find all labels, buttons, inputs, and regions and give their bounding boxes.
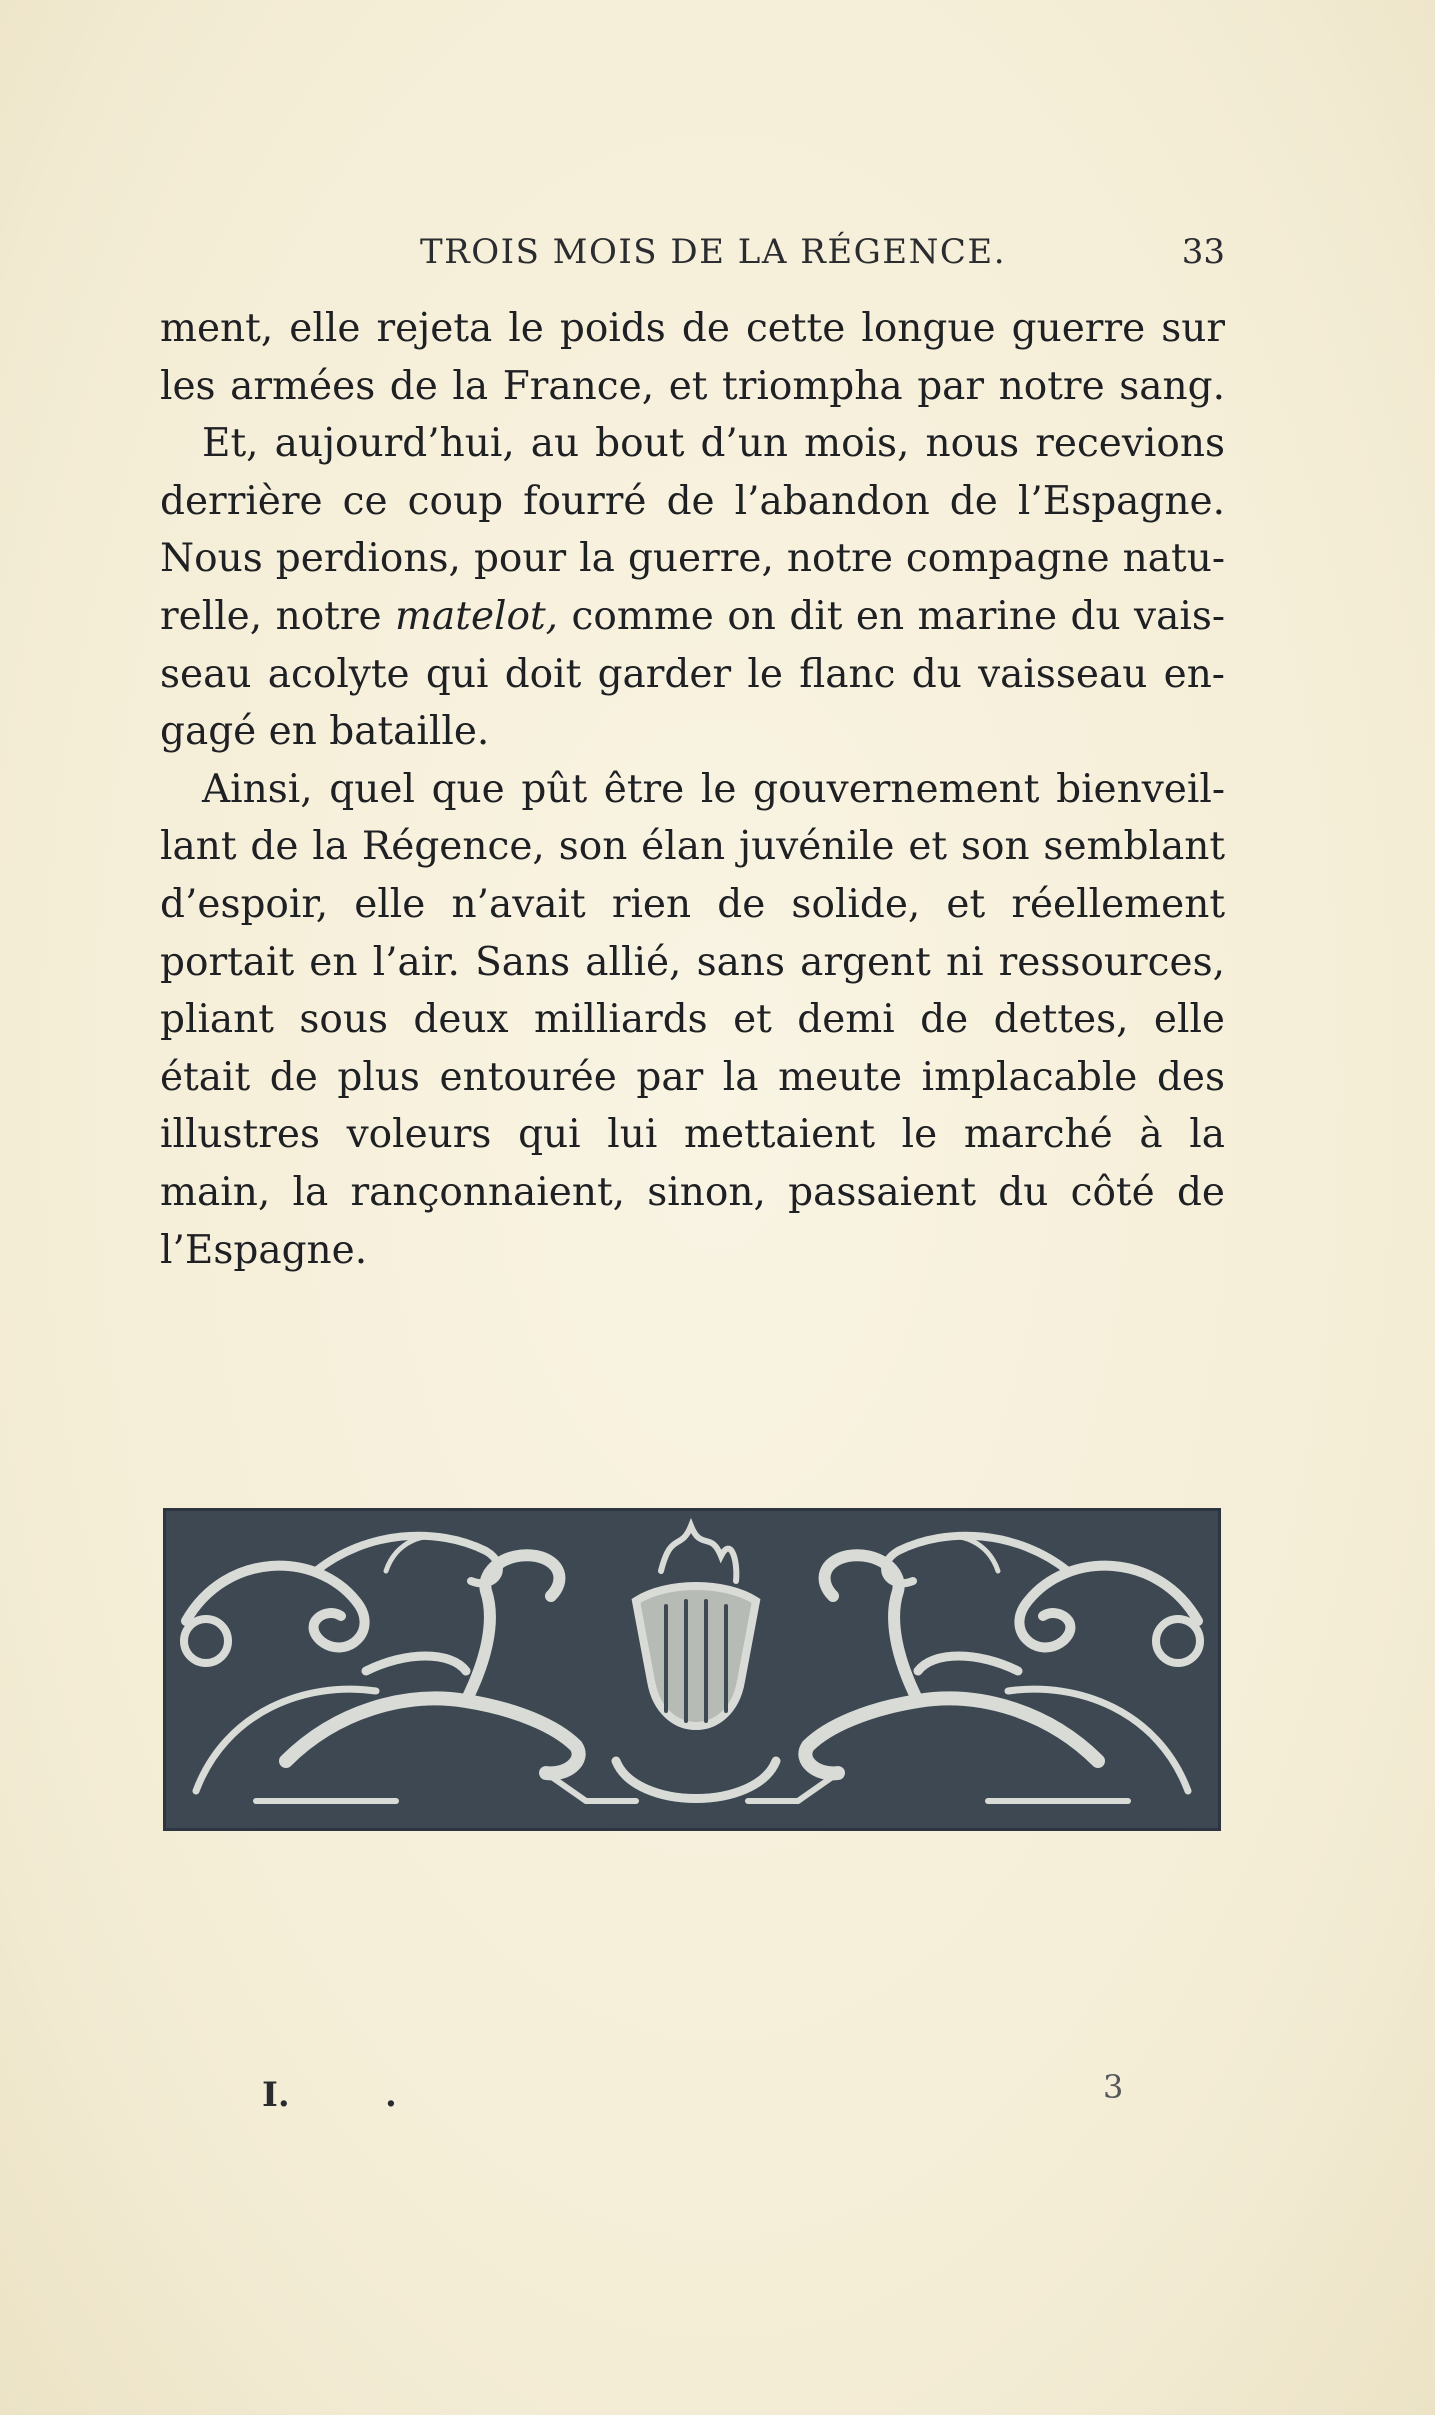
text-line: gagé en bataille. [160,709,490,755]
signature-dot: . [385,2075,397,2115]
text-line: pliant sous deux milliards et demi de dettes, elle [160,997,1225,1043]
body-text [160,300,1225,1279]
text-line: les armées de la France, et triompha par notre sang. [160,363,1225,409]
text-line: portait en l’air. Sans allié, sans argent ni ressources, [160,939,1225,985]
text-segment: relle, notre [160,593,382,639]
text-line: Nous perdions, pour la guerre, notre compagne natu- [160,536,1225,582]
page-number: 33 [1181,232,1225,272]
running-title: TROIS MOIS DE LA RÉGENCE. [420,232,1007,272]
text-segment: comme on dit en marine du vais- [571,593,1225,639]
text-line: l’Espagne. [160,1227,368,1273]
signature-number: 3 [1103,2068,1124,2106]
signature-mark: I. [262,2075,290,2115]
text-line: derrière ce coup fourré de l’abandon de l’Espagne. [160,478,1225,524]
text-line-mixed [160,588,1225,646]
text-line: illustres voleurs qui lui mettaient le marché à la [160,1112,1225,1158]
decorative-tailpiece [163,1508,1221,1831]
text-line: d’espoir, elle n’avait rien de solide, et réellement [160,881,1225,927]
text-line: Ainsi, quel que pût être le gouvernement bienveil- [202,766,1225,812]
running-head [160,232,1225,280]
text-line: Et, aujourd’hui, au bout d’un mois, nous recevions [202,421,1225,467]
text-line: lant de la Régence, son élan juvénile et son semblant [160,824,1225,870]
text-line: ment, elle rejeta le poids de cette longue guerre sur [160,306,1225,351]
text-line: était de plus entourée par la meute implacable des [160,1054,1225,1100]
text-line: main, la rançonnaient, sinon, passaient du côté de [160,1169,1225,1215]
text-line: seau acolyte qui doit garder le flanc du vaisseau en- [160,651,1225,697]
italic-term: matelot, [395,593,559,639]
dragons-vase-ornament-icon [166,1511,1218,1828]
